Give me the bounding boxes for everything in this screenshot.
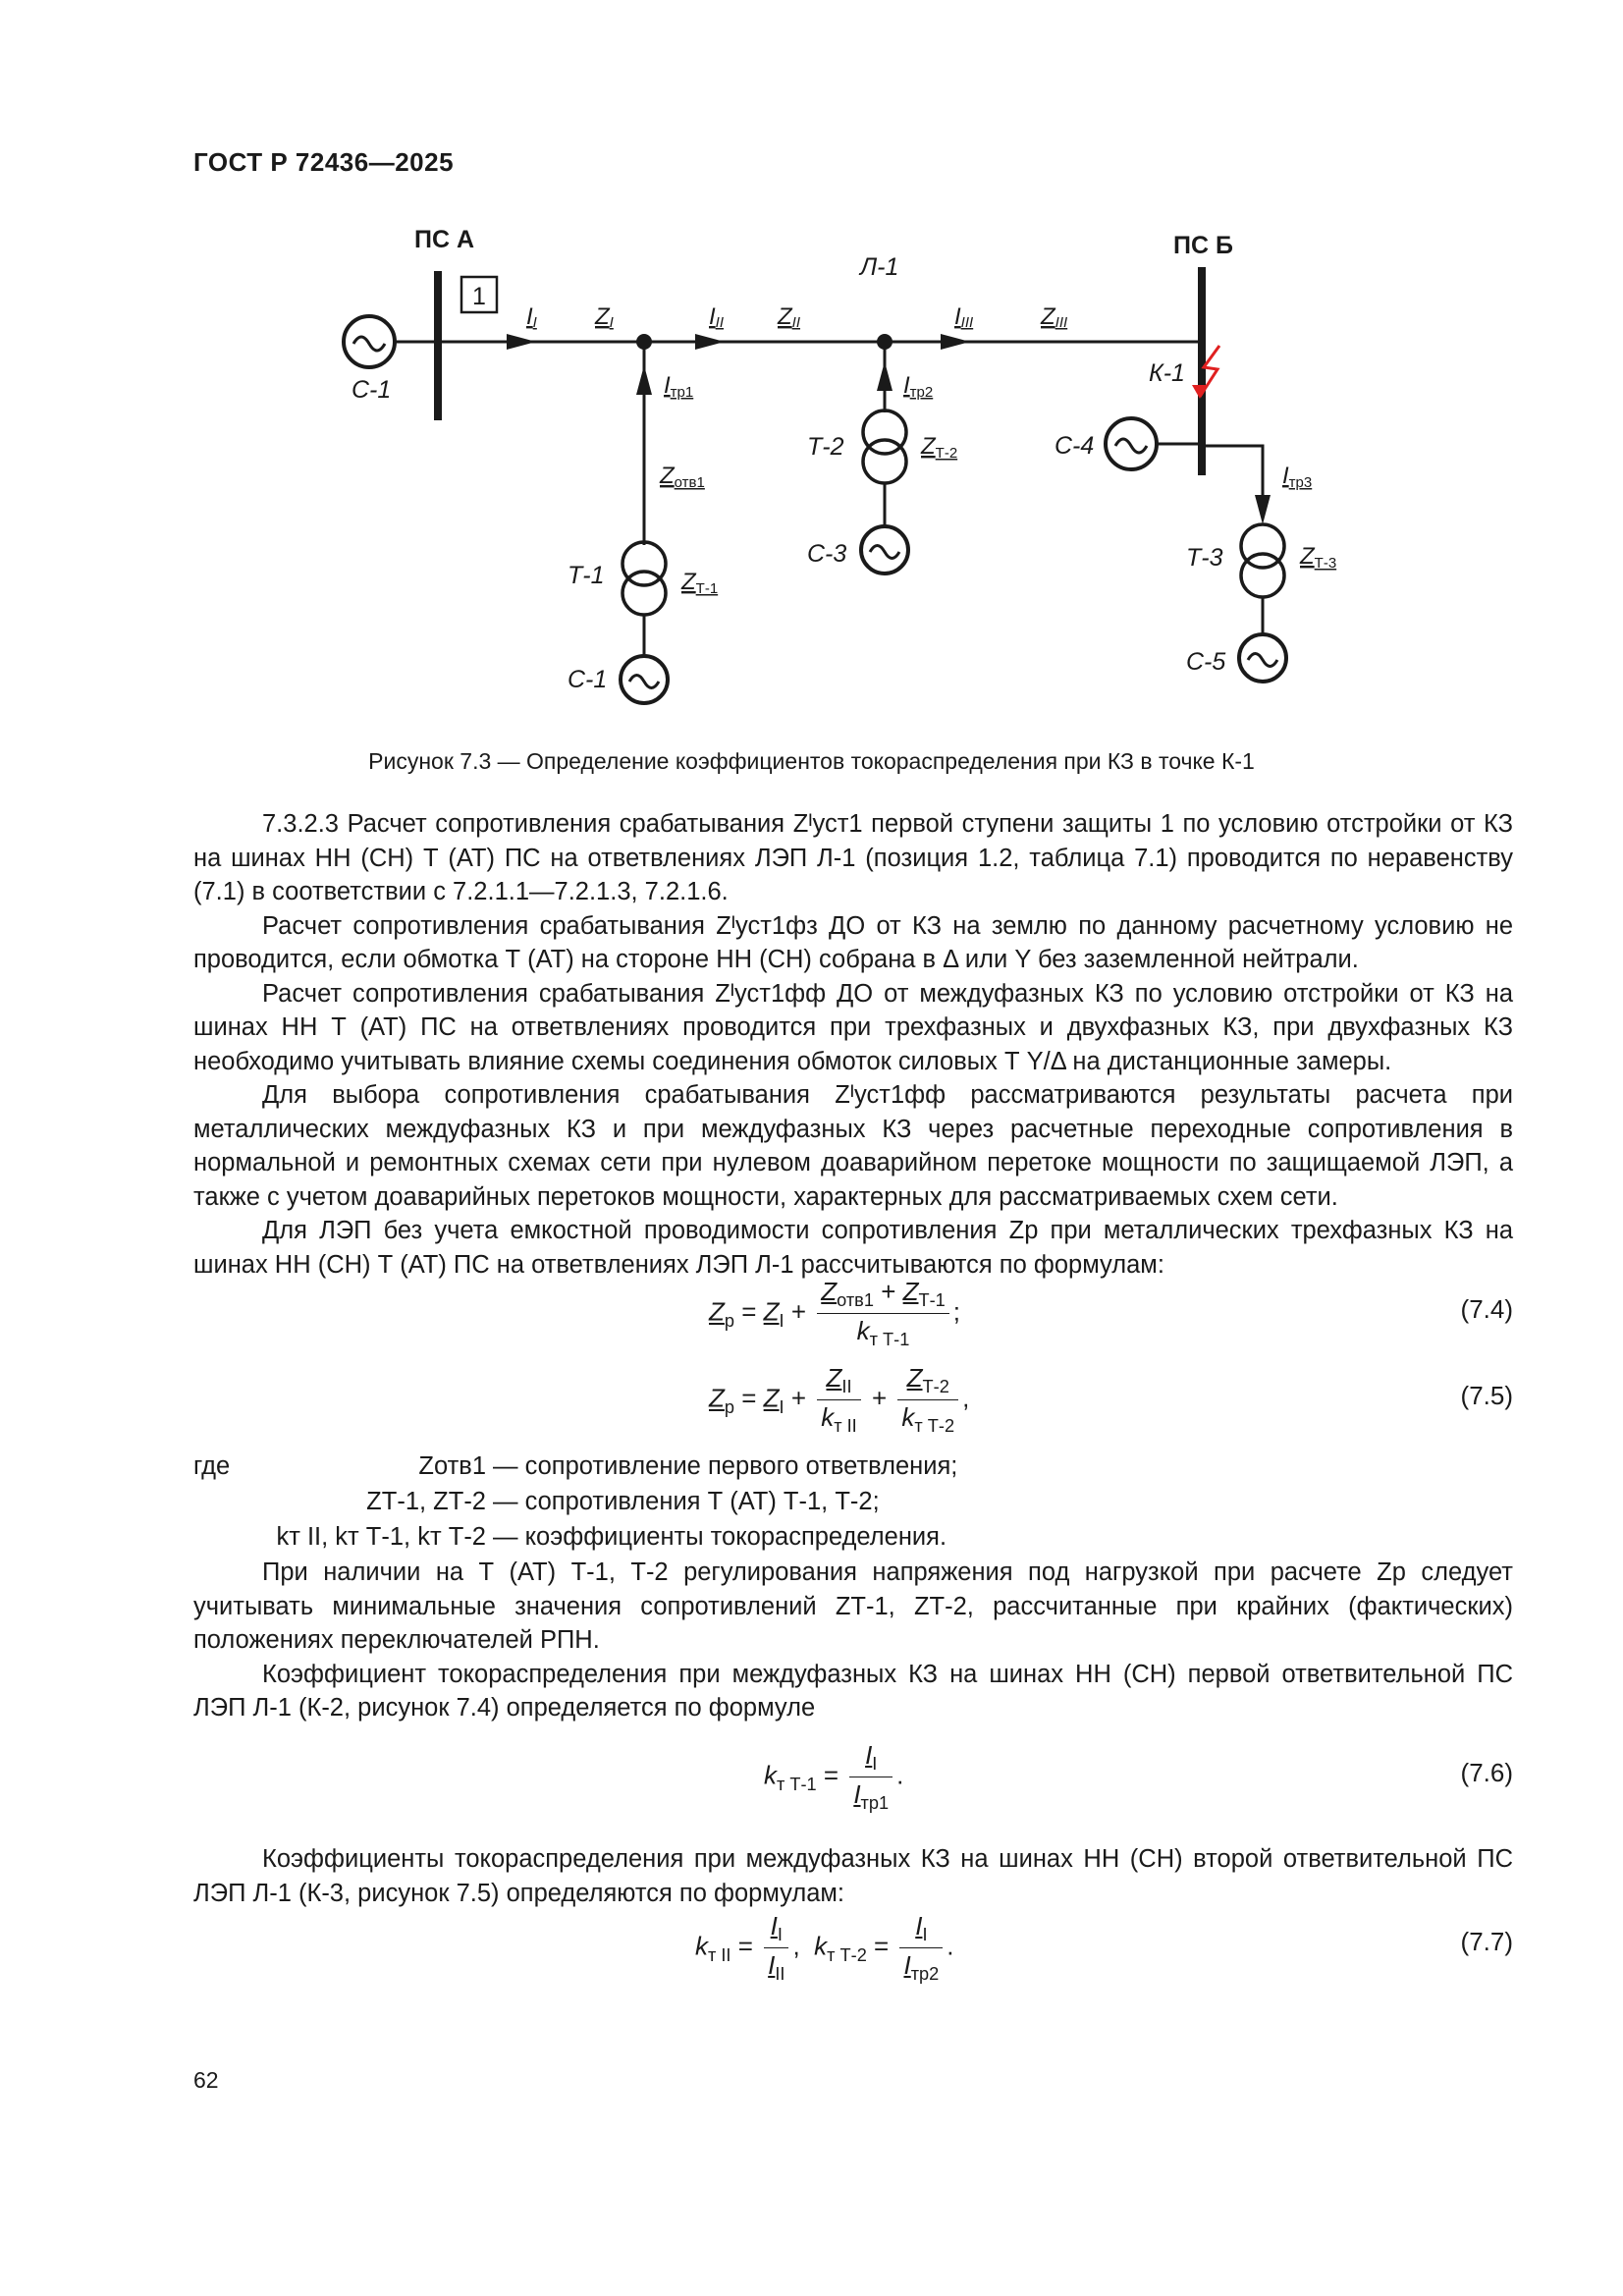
transformer-t3-bottom xyxy=(1241,554,1284,597)
where-word: где xyxy=(193,1452,231,1480)
paragraph-p1: 7.3.2.3 Расчет сопротивления срабатывания Zᴵуст1 первой ступени защиты 1 по условию отстройки от КЗ на шинах НН (СН) Т (АТ) ПС на ответвлениях ЛЭП Л-1 (позиция 1.2, таблица 7.1) проводится по неравенству (7.1) в соответствии с 7.2.1.1—7.2.1.3, 7.2.1.6. xyxy=(193,810,1513,905)
label-itr3: Iтр3 xyxy=(1282,463,1313,491)
label-z-1: ZI xyxy=(595,303,614,331)
label-t3: Т-3 xyxy=(1186,544,1223,572)
label-i-1: II xyxy=(526,303,537,331)
label-c1-bottom: С-1 xyxy=(568,666,608,693)
where-symbol-1: Zотв1 xyxy=(418,1452,486,1480)
page-number: 62 xyxy=(193,2067,219,2093)
label-t2: Т-2 xyxy=(807,433,844,461)
label-c5: С-5 xyxy=(1186,648,1226,676)
label-z-3: ZIII xyxy=(1041,303,1068,331)
label-c1-left: С-1 xyxy=(352,376,392,404)
label-zotv1: Zотв1 xyxy=(660,463,705,491)
formula-number-7-5: (7.5) xyxy=(1460,1381,1513,1410)
where-desc-1: — сопротивление первого ответвления; xyxy=(493,1452,958,1480)
paragraph-p5: Для ЛЭП без учета емкостной проводимости сопротивления Zр при металлических трехфазных КЗ на шинах НН (СН) Т (АТ) ПС на ответвлениях ЛЭП Л-1 рассчитываются по формулам: xyxy=(193,1217,1513,1279)
paragraph-p2: Расчет сопротивления срабатывания Zᴵуст1фз ДО от КЗ на землю по данному расчетному условию не проводится, если обмотка Т (АТ) на стороне НН (СН) собрана в Δ или Y без заземленной нейтрали. xyxy=(193,911,1513,973)
formula-number-7-7: (7.7) xyxy=(1460,1927,1513,1956)
formula-7-4: $Z_р = Z_I$ + $\frac{Z_{отв1} + Z_{Т-1}}{k_{т Т-1}}$ ; xyxy=(709,1277,961,1350)
branch-3 xyxy=(1202,446,1263,516)
fault-label-k1: К-1 xyxy=(1149,359,1185,387)
body-text-2 xyxy=(193,1556,1513,1725)
label-c4: С-4 xyxy=(1055,432,1095,460)
paragraph-p4: Для выбора сопротивления срабатывания Zᴵуст1фф рассматриваются результаты расчета при металлических междуфазных КЗ и при междуфазных КЗ через расчетные переходные сопротивления в нормальной и ремонтных схемах сети при нулевом доаварийном перетоке мощности по защищаемой ЛЭП, а также с учетом доаварийных перетоков мощности, характерных для рассматриваемых схем сети. xyxy=(193,1081,1513,1211)
substation-b-label: ПС Б xyxy=(1173,232,1233,259)
formula-7-6: $k_{т Т-1}$ = $\frac{I_I}{I_{тр1}}$ . xyxy=(764,1740,904,1814)
paragraph-p6: При наличии на Т (АТ) Т-1, Т-2 регулирования напряжения под нагрузкой при расчете Zр следует учитывать минимальные значения сопротивлений ZТ-1, ZТ-2, рассчитанные при крайних (фактических) положениях переключателей РПН. xyxy=(193,1558,1513,1654)
line-label: Л-1 xyxy=(860,253,899,281)
label-zt2: ZТ-2 xyxy=(921,433,958,462)
label-zt3: ZТ-3 xyxy=(1300,543,1337,572)
paragraph-p8: Коэффициенты токораспределения при междуфазных КЗ на шинах НН (СН) второй ответвительной ПС ЛЭП Л-1 (К-3, рисунок 7.5) определяются по формулам: xyxy=(193,1845,1513,1907)
label-zt1: ZТ-1 xyxy=(681,569,719,597)
protection-1-number: 1 xyxy=(472,283,486,310)
label-c3: С-3 xyxy=(807,540,847,568)
where-symbol-3: kт II, kт Т-1, kт Т-2 xyxy=(276,1523,486,1551)
body-text-1 xyxy=(193,807,1513,1282)
formula-number-7-6: (7.6) xyxy=(1460,1758,1513,1787)
document-header: ГОСТ Р 72436—2025 xyxy=(193,147,455,177)
label-t1: Т-1 xyxy=(568,562,605,589)
transformer-t1-bottom xyxy=(622,572,666,615)
label-i-3: IIII xyxy=(954,303,974,331)
where-desc-2: — сопротивления Т (АТ) Т-1, Т-2; xyxy=(493,1488,880,1515)
where-desc-3: — коэффициенты токораспределения. xyxy=(493,1523,947,1551)
label-i-2: III xyxy=(709,303,725,331)
label-itr2: Iтр2 xyxy=(903,372,934,401)
paragraph-p7: Коэффициент токораспределения при междуфазных КЗ на шинах НН (СН) первой ответвительной ПС ЛЭП Л-1 (К-2, рисунок 7.4) определяется по формуле xyxy=(193,1660,1513,1722)
substation-a-label: ПС А xyxy=(414,226,475,253)
label-z-2: ZII xyxy=(778,303,801,331)
paragraph-p3: Расчет сопротивления срабатывания Zᴵуст1фф ДО от междуфазных КЗ по условию отстройки от КЗ на шинах НН Т (АТ) ПС на ответвлениях проводится при трехфазных и двухфазных КЗ, при двухфазных КЗ необходимо учитывать влияние схемы соединения обмоток силовых Т Y/Δ на дистанционные замеры. xyxy=(193,979,1513,1075)
formula-number-7-4: (7.4) xyxy=(1460,1294,1513,1324)
body-text-3 xyxy=(193,1842,1513,1910)
circuit-diagram xyxy=(0,0,1623,786)
where-symbol-2: ZТ-1, ZТ-2 xyxy=(366,1488,486,1515)
figure-caption: Рисунок 7.3 — Определение коэффициентов токораспределения при КЗ в точке К-1 xyxy=(368,748,1255,774)
formula-7-7: $k_{т II}$ = $\frac{I_I}{I_{II}}$ , $k_{т Т-2}$ = $\frac{I_I}{I_{тр2}}$ . xyxy=(695,1911,954,1985)
transformer-t2-bottom xyxy=(863,440,906,483)
label-itr1: Iтр1 xyxy=(664,372,694,401)
formula-7-5: $Z_р = Z_I$ + $\frac{Z_{II}}{k_{т II}}$ + $\frac{Z_{Т-2}}{k_{т Т-2}}$ , xyxy=(709,1363,970,1437)
